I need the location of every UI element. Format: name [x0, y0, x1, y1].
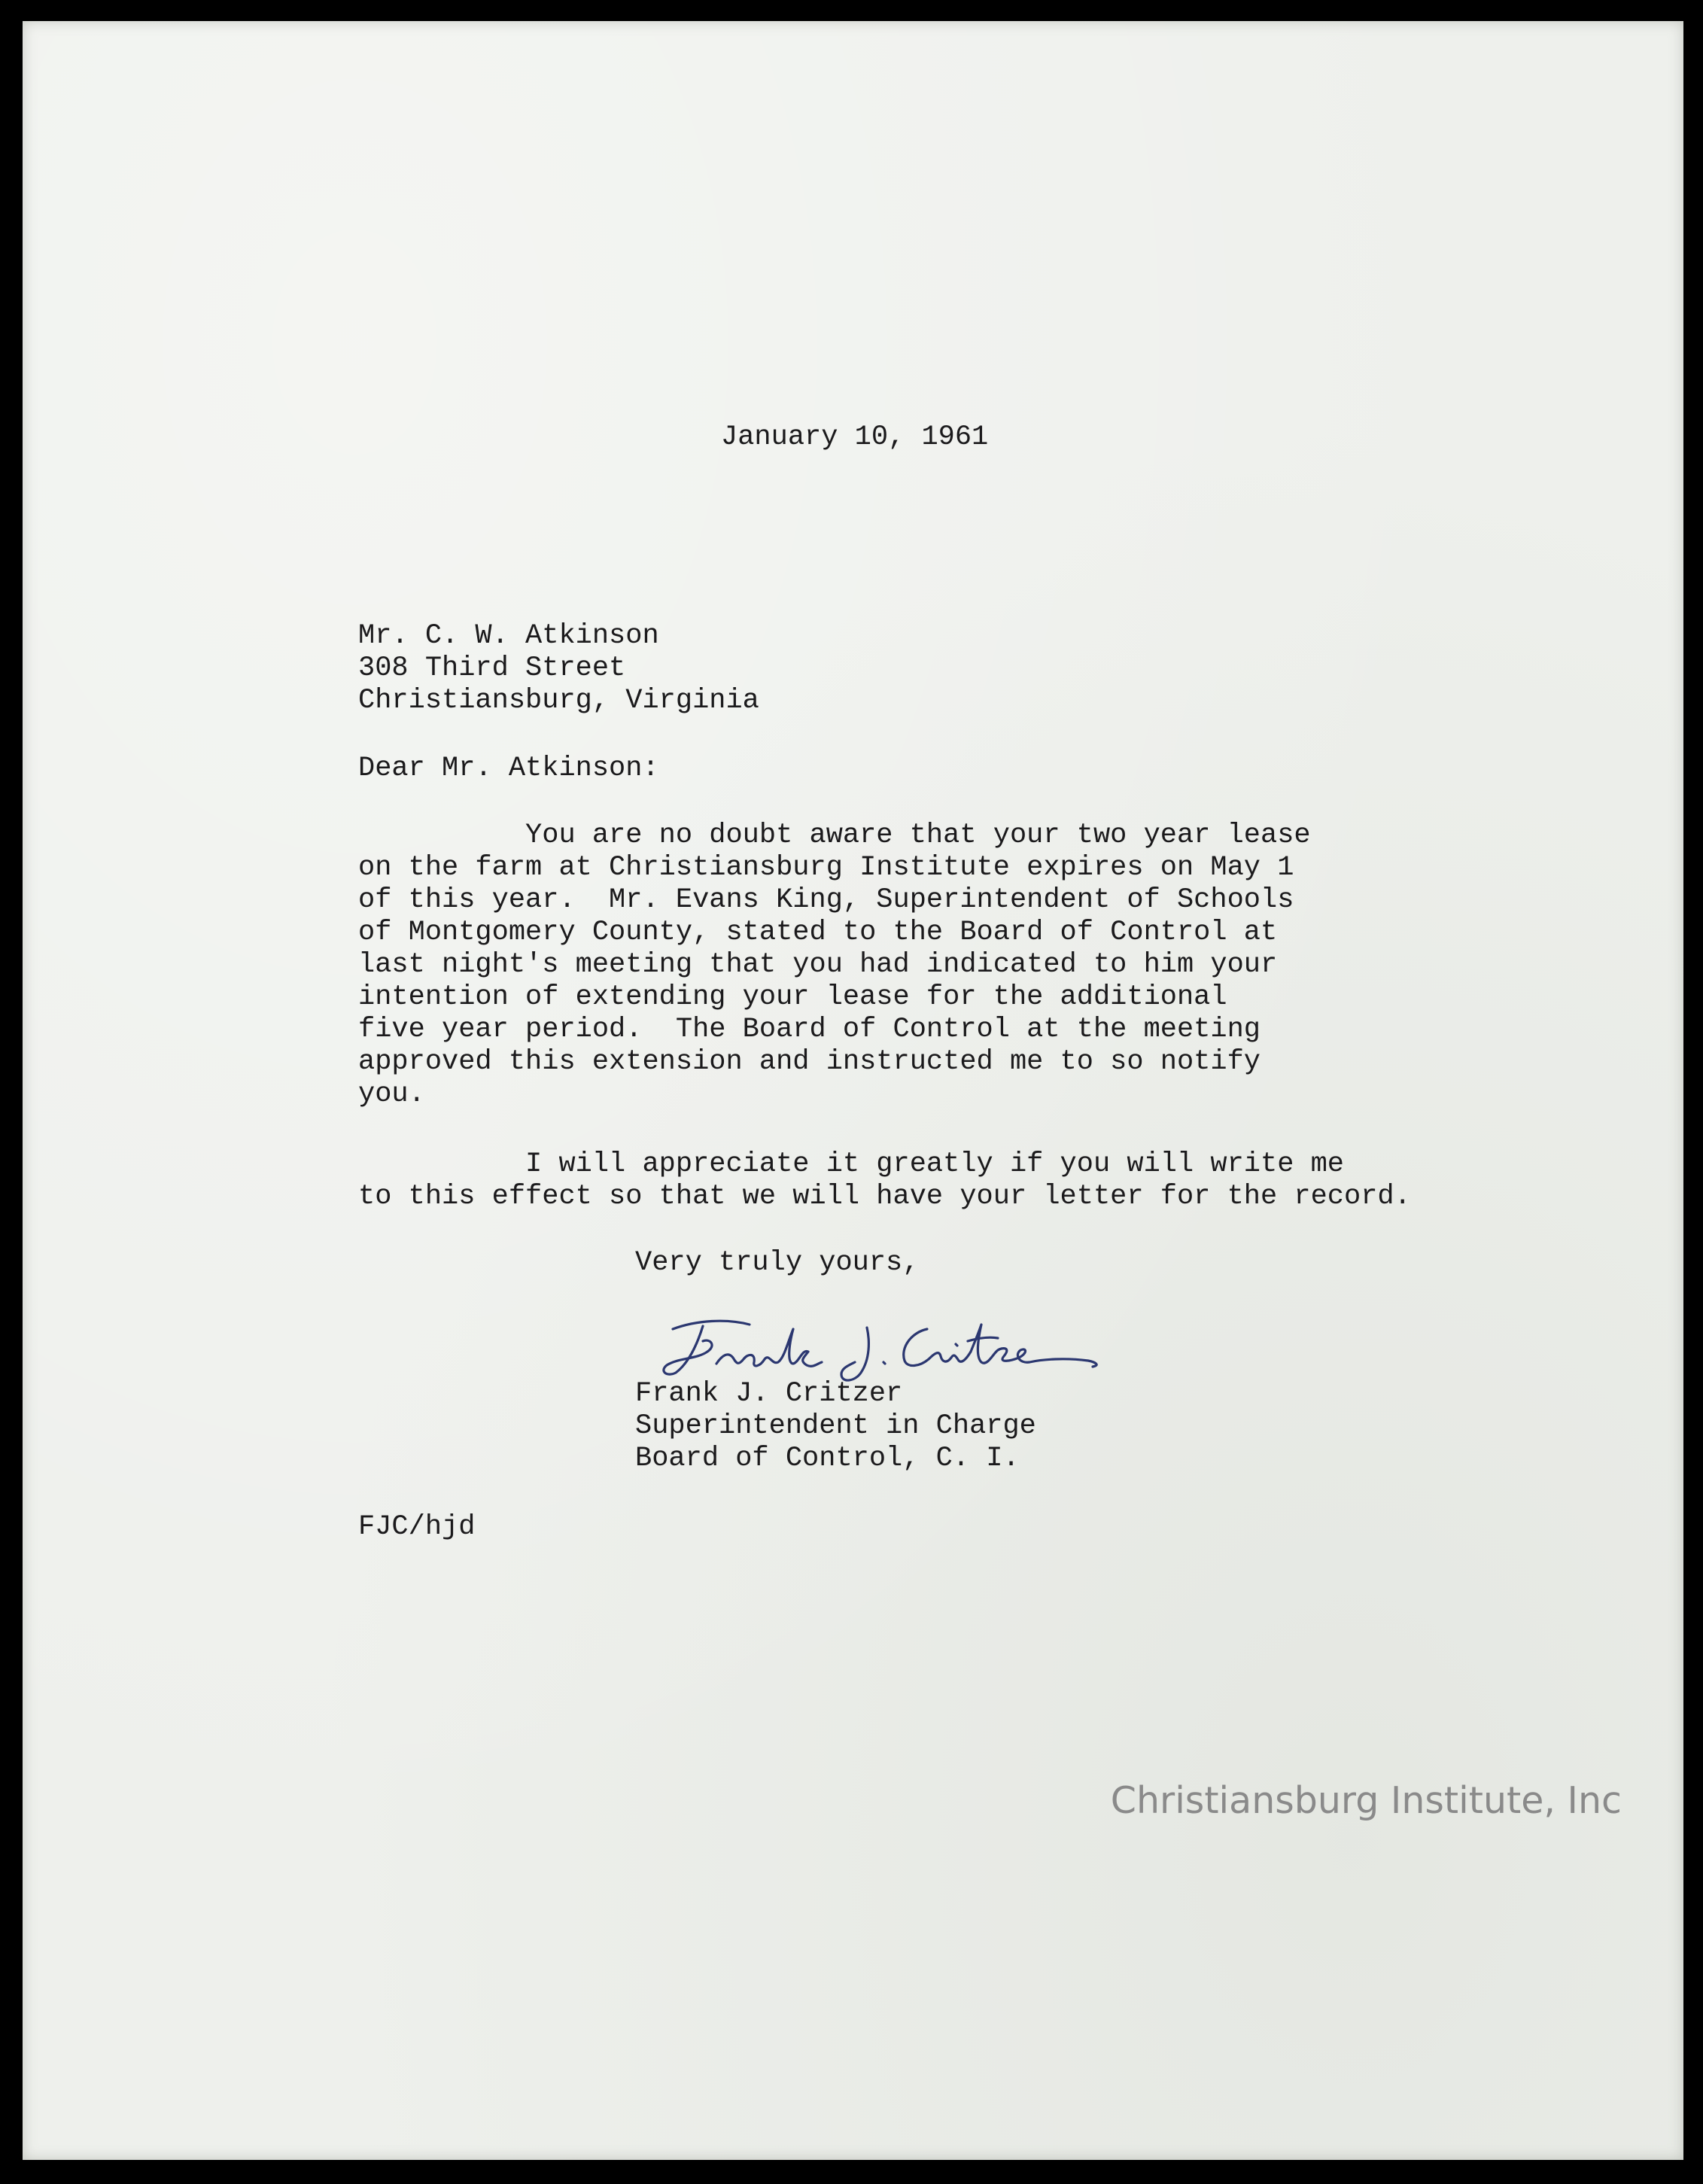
body-paragraph-1 [358, 820, 1311, 1111]
body-paragraph-2 [358, 1148, 1411, 1213]
recipient-address [358, 620, 759, 717]
paragraph-line: on the farm at Christiansburg Institute expires on May 1 [358, 852, 1294, 884]
paragraph-line: intention of extending your lease for the additional [358, 981, 1227, 1013]
signer-organization: Board of Control, C. I. [635, 1443, 1020, 1474]
paragraph-line: of this year. Mr. Evans King, Superintendent of Schools [358, 884, 1294, 916]
recipient-name: Mr. C. W. Atkinson [358, 620, 659, 652]
paragraph-line: of Montgomery County, stated to the Board of Control at [358, 917, 1278, 948]
reference-initials: FJC/hjd [358, 1511, 476, 1543]
handwritten-signature [644, 1299, 1107, 1389]
signer-name: Frank J. Critzer [635, 1378, 903, 1410]
letter-paper [23, 21, 1683, 2160]
paragraph-line: to this effect so that we will have your letter for the record. [358, 1181, 1411, 1212]
signer-title: Superintendent in Charge [635, 1410, 1036, 1442]
paragraph-line: last night's meeting that you had indicated to him your [358, 949, 1278, 981]
paragraph-line: you. [358, 1078, 425, 1110]
recipient-street: 308 Third Street [358, 652, 626, 684]
recipient-city: Christiansburg, Virginia [358, 685, 759, 716]
paragraph-line: You are no doubt aware that your two year lease [358, 820, 1311, 851]
salutation: Dear Mr. Atkinson: [358, 753, 659, 784]
complimentary-close: Very truly yours, [635, 1247, 920, 1279]
paragraph-line: five year period. The Board of Control at the meeting [358, 1014, 1261, 1045]
letter-date: January 10, 1961 [721, 421, 989, 453]
signature-block [635, 1378, 1036, 1475]
paragraph-line: approved this extension and instructed me to so notify [358, 1046, 1261, 1078]
paragraph-line: I will appreciate it greatly if you will write me [358, 1148, 1345, 1180]
archive-watermark: Christiansburg Institute, Inc [1110, 1779, 1622, 1822]
